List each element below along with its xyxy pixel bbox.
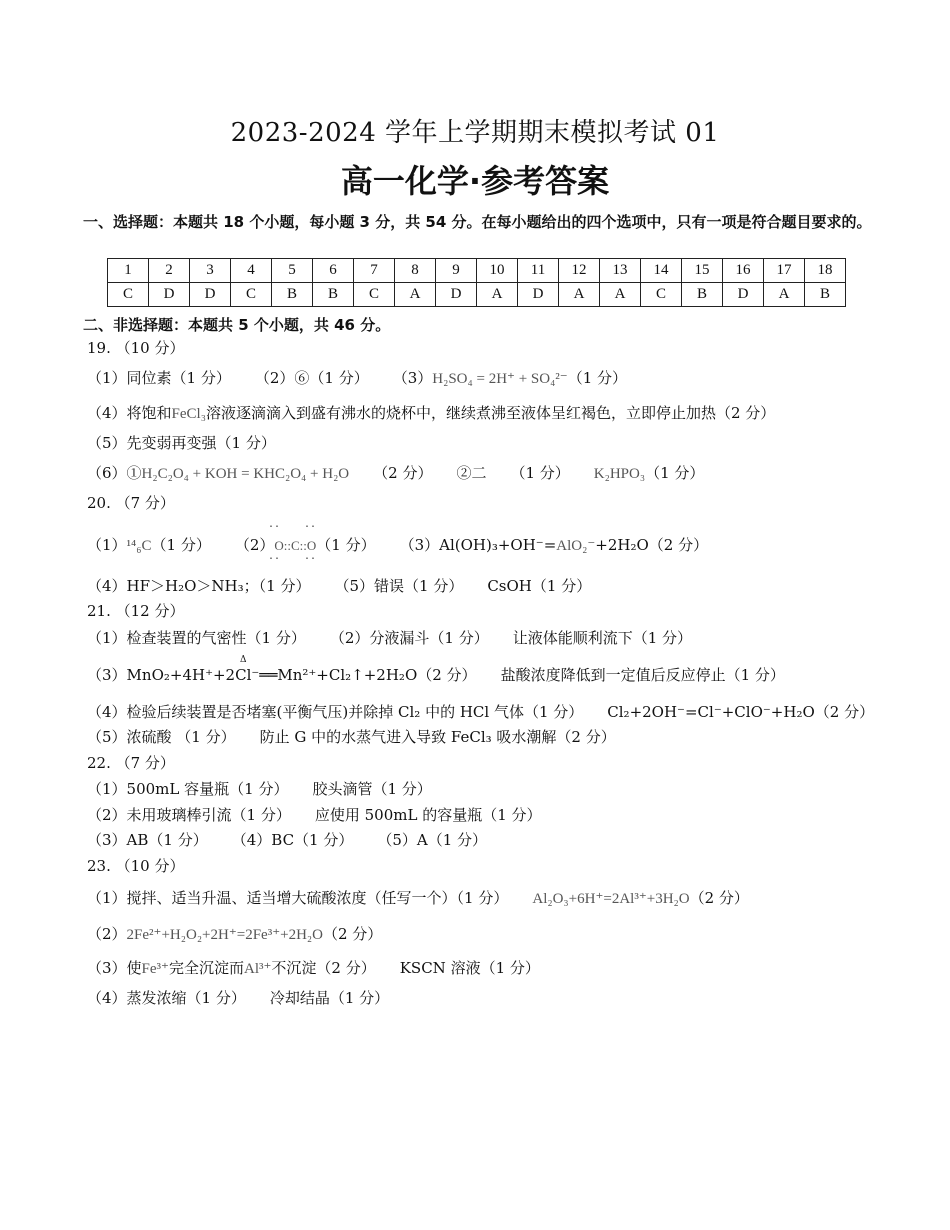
question-number-cell: 11	[518, 259, 559, 283]
q20-answer-3-post: +2H₂O（2 分）	[595, 536, 709, 554]
q20-score-2: （1 分）	[316, 536, 376, 554]
question-number-cell: 7	[354, 259, 395, 283]
lewis-dots-bottom: .. ..	[268, 552, 317, 563]
q19-score-6b: （1 分）	[510, 464, 570, 482]
q20-line2	[87, 575, 591, 596]
q21-condition: Δ	[240, 655, 247, 665]
q21-line1	[87, 627, 692, 648]
q20-answer-4: （4）HF＞H₂O＞NH₃；（1 分）	[87, 577, 311, 595]
q21-answer-3-post: Mn²⁺+Cl₂↑+2H₂O（2 分）	[277, 666, 477, 684]
q23-answer-4b: 冷却结晶（1 分）	[269, 989, 390, 1007]
q20-answer-2-label: （2）	[234, 536, 275, 554]
q20-lewis-structure: O::C::O	[274, 538, 317, 553]
q23-score-1b: （2 分）	[689, 889, 749, 907]
answer-cell: D	[190, 283, 231, 307]
q19-answer-4-pre: （4）将饱和	[87, 404, 172, 422]
answer-cell: C	[354, 283, 395, 307]
answer-cell: D	[723, 283, 764, 307]
question-number-cell: 3	[190, 259, 231, 283]
q19-heading: 19. （10 分）	[87, 339, 185, 357]
q21-line5	[87, 726, 616, 747]
q23-answer-2-label: （2）	[87, 925, 127, 943]
section1-heading: 一、选择题：本题共 18 个小题，每小题 3 分，共 54 分。在每小题给出的四个选项中，只有一项是符合题目要求的。	[83, 213, 872, 231]
q23-answer-3-mid: 完全沉淀而	[168, 959, 244, 977]
answer-cell: B	[805, 283, 846, 307]
q23-answer-4: （4）蒸发浓缩（1 分）	[87, 989, 246, 1007]
question-number-cell: 17	[764, 259, 805, 283]
question-number-cell: 18	[805, 259, 846, 283]
q21-answer-3b: 盐酸浓度降低到一定值后反应停止（1 分）	[500, 666, 785, 684]
answer-table	[107, 258, 846, 307]
q20-answer-3: （3）Al(OH)₃+OH⁻=	[399, 536, 557, 554]
q19-score-3: （1 分）	[567, 369, 628, 387]
q23-equation-2: 2Fe²⁺+H₂O₂+2H⁺=2Fe³⁺+2H₂O	[126, 927, 323, 943]
q19-answer-1: （1）同位素（1 分）	[87, 369, 231, 387]
q20-alo2: AlO₂⁻	[556, 538, 596, 554]
q21-line4	[87, 701, 874, 722]
question-number-cell: 9	[436, 259, 477, 283]
q21-line3	[87, 664, 785, 685]
q19-k2hpo3: K₂HPO₃	[593, 466, 646, 482]
q20-answer-5b: CsOH（1 分）	[487, 577, 592, 595]
q23-line4	[87, 987, 389, 1008]
answer-table-answers	[108, 283, 846, 307]
q23-answer-1: （1）搅拌、适当升温、适当增大硫酸浓度（任写一个）（1 分）	[87, 889, 509, 907]
answer-cell: B	[682, 283, 723, 307]
question-number-cell: 14	[641, 259, 682, 283]
q23-score-2: （2 分）	[322, 925, 383, 943]
q19-answer-6-pre: （6）①	[87, 464, 142, 482]
answer-cell: D	[149, 283, 190, 307]
q19-answer-2: （2）⑥（1 分）	[254, 369, 369, 387]
q22-answer-2: （2）未用玻璃棒引流（1 分）	[87, 806, 291, 824]
answer-cell: A	[600, 283, 641, 307]
answer-cell: B	[313, 283, 354, 307]
lewis-dots-top: .. ..	[268, 520, 317, 531]
question-number-cell: 2	[149, 259, 190, 283]
q21-answer-3-pre: （3）MnO₂+4H⁺+2Cl⁻	[87, 666, 260, 684]
question-number-cell: 5	[272, 259, 313, 283]
question-number-cell: 1	[108, 259, 149, 283]
q19-answer-6b: ②二	[456, 464, 487, 482]
q21-answer-4b: Cl₂+2OH⁻=Cl⁻+ClO⁻+H₂O（2 分）	[607, 703, 875, 721]
q22-answer-5: （5）A（1 分）	[377, 831, 488, 849]
answer-cell: B	[272, 283, 313, 307]
q22-line3	[87, 829, 487, 850]
q19-equation-2: H₂C₂O₄ + KOH = KHC₂O₄ + H₂O	[141, 466, 350, 482]
answer-table-numbers	[108, 259, 846, 283]
question-number-cell: 13	[600, 259, 641, 283]
q23-line1	[87, 887, 749, 908]
q23-fe3: Fe³⁺	[141, 961, 169, 977]
q22-answer-3: （3）AB（1 分）	[87, 831, 208, 849]
q19-score-6a: （2 分）	[373, 464, 433, 482]
q21-reaction-arrow: ══	[259, 666, 278, 684]
answer-cell: A	[477, 283, 518, 307]
q21-answer-4: （4）检验后续装置是否堵塞(平衡气压)并除掉 Cl₂ 中的 HCl 气体（1 分）	[87, 703, 584, 721]
question-number-cell: 16	[723, 259, 764, 283]
q20-isotope: ¹⁴₆C	[126, 538, 152, 554]
question-number-cell: 4	[231, 259, 272, 283]
q19-score-6c: （1 分）	[645, 464, 705, 482]
q23-heading: 23. （10 分）	[87, 857, 185, 875]
q22-answer-1b: 胶头滴管（1 分）	[312, 780, 432, 798]
answer-cell: A	[764, 283, 805, 307]
q22-heading: 22. （7 分）	[87, 754, 175, 772]
q23-answer-3-pre: （3）使	[87, 959, 142, 977]
q21-answer-2b: 让液体能顺利流下（1 分）	[512, 629, 693, 647]
q19-line1	[87, 367, 627, 388]
exam-title: 2023-2024 学年上学期期末模拟考试 01	[230, 118, 720, 148]
q19-line5: （5）先变弱再变强（1 分）	[87, 434, 276, 452]
question-number-cell: 15	[682, 259, 723, 283]
question-number-cell: 12	[559, 259, 600, 283]
q23-line3	[87, 957, 540, 978]
q20-heading: 20. （7 分）	[87, 494, 175, 512]
exam-subtitle: 高一化学·参考答案	[340, 162, 610, 200]
question-number-cell: 10	[477, 259, 518, 283]
q22-line2	[87, 804, 542, 825]
answer-cell: D	[436, 283, 477, 307]
q22-answer-1: （1）500mL 容量瓶（1 分）	[87, 780, 289, 798]
q23-equation-1: Al₂O₃+6H⁺=2Al³⁺+3H₂O	[532, 891, 690, 907]
q23-al3: Al³⁺	[243, 961, 272, 977]
q20-answer-1-label: （1）	[87, 536, 127, 554]
q20-answer-5: （5）错误（1 分）	[334, 577, 464, 595]
answer-cell: A	[559, 283, 600, 307]
q21-answer-5: （5）浓硫酸 （1 分）	[87, 728, 236, 746]
q22-answer-2b: 应使用 500mL 的容量瓶（1 分）	[314, 806, 542, 824]
q19-line4	[87, 402, 775, 423]
q23-answer-3b: KSCN 溶液（1 分）	[399, 959, 540, 977]
q21-answer-5b: 防止 G 中的水蒸气进入导致 FeCl₃ 吸水潮解（2 分）	[259, 728, 616, 746]
q19-equation-1: H₂SO₄ = 2H⁺ + SO₄²⁻	[432, 371, 568, 387]
q19-answer-4-post: 溶液逐滴滴入到盛有沸水的烧杯中，继续煮沸至液体呈红褐色，立即停止加热（2 分）	[205, 404, 776, 422]
q22-answer-4: （4）BC（1 分）	[231, 831, 354, 849]
q23-line2	[87, 923, 382, 944]
answer-cell: D	[518, 283, 559, 307]
answer-cell: C	[108, 283, 149, 307]
q19-line6	[87, 462, 704, 483]
question-number-cell: 8	[395, 259, 436, 283]
question-number-cell: 6	[313, 259, 354, 283]
q20-score-1: （1 分）	[151, 536, 211, 554]
answer-cell: C	[231, 283, 272, 307]
q19-fecl3: FeCl₃	[171, 406, 206, 422]
q21-answer-1: （1）检查装置的气密性（1 分）	[87, 629, 306, 647]
answer-cell: A	[395, 283, 436, 307]
q21-answer-2: （2）分液漏斗（1 分）	[329, 629, 489, 647]
q22-line1	[87, 778, 432, 799]
q21-heading: 21. （12 分）	[87, 602, 185, 620]
section2-heading: 二、非选择题：本题共 5 个小题，共 46 分。	[83, 316, 391, 334]
q19-answer-3-label: （3）	[392, 369, 433, 387]
q23-answer-3-post: 不沉淀（2 分）	[271, 959, 376, 977]
answer-cell: C	[641, 283, 682, 307]
q20-line1	[87, 534, 708, 555]
